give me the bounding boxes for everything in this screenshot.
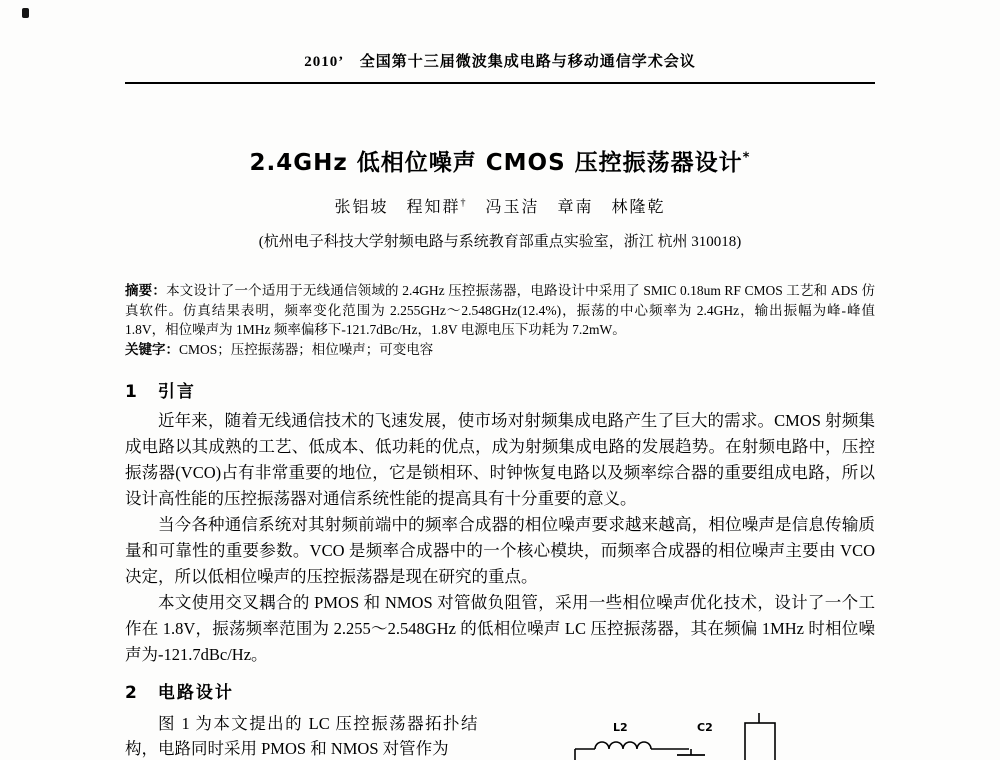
abstract-label: 摘要： bbox=[125, 283, 167, 299]
section-1-paragraph-1: 近年来，随着无线通信技术的飞速发展，使市场对射频集成电路产生了巨大的需求。CMOS 射频集成电路以其成熟的工艺、低成本、低功耗的优点，成为射频集成电路的发展趋势。在射频电路中，压控振荡器(VCO)占有非常重要的地位，它是锁相环、时钟恢复电路以及频率综合器的重要组成电路，所以设计高性能的压控振荡器对通信系统性能的提高具有十分重要的意义。 bbox=[125, 411, 875, 508]
abstract-block bbox=[125, 281, 875, 360]
section-2-paragraph-1: 图 1 为本文提出的 LC 压控振荡器拓扑结构，电路同时采用 PMOS 和 NMOS 对管作为 bbox=[125, 714, 478, 758]
affiliation-line: (杭州电子科技大学射频电路与系统教育部重点实验室，浙江 杭州 310018) bbox=[258, 234, 742, 250]
author-dagger-mark: † bbox=[460, 197, 468, 209]
header-rule bbox=[125, 82, 875, 84]
section-1-paragraph-3: 本文使用交叉耦合的 PMOS 和 NMOS 对管做负阻管，采用一些相位噪声优化技术，设计了一个工作在 1.8V，振荡频率范围为 2.255～2.548GHz 的低相位噪声 LC 压控振荡器，其在频偏 1MHz 时相位噪声为-121.7dBc/Hz。 bbox=[125, 593, 875, 664]
authors-group2: 冯玉洁 章南 林隆乾 bbox=[467, 199, 666, 216]
section-2-heading: 2 电路设计 bbox=[125, 683, 234, 703]
paper-title-text: 2.4GHz 低相位噪声 CMOS 压控振荡器设计 bbox=[249, 150, 743, 176]
vco-circuit-diagram bbox=[561, 713, 791, 760]
component-box bbox=[745, 723, 775, 760]
authors-group1: 张铝坡 程知群 bbox=[334, 199, 461, 216]
keywords-label: 关键字： bbox=[125, 342, 179, 358]
section-2-content-row bbox=[125, 709, 875, 760]
conference-header: 2010’ 全国第十三届微波集成电路与移动通信学术会议 bbox=[304, 54, 696, 70]
author-line bbox=[125, 194, 875, 217]
figure-1-area bbox=[478, 709, 876, 760]
section-1-paragraph-2: 当今各种通信系统对其射频前端中的频率合成器的相位噪声要求越来越高，相位噪声是信息传输质量和可靠性的重要参数。VCO 是频率合成器中的一个核心模块，而频率合成器的相位噪声主要由 VCO 决定，所以低相位噪声的压控振荡器是现在研究的重点。 bbox=[125, 515, 875, 586]
paper-title bbox=[125, 144, 875, 177]
inductor-l2-label: L2 bbox=[613, 721, 628, 734]
abstract-paragraph bbox=[125, 281, 875, 339]
section-1-heading: 1 引言 bbox=[125, 382, 196, 402]
keywords-text: CMOS；压控振荡器；相位噪声；可变电容 bbox=[179, 342, 434, 357]
scan-artifact bbox=[22, 8, 29, 18]
keywords-line bbox=[125, 340, 875, 360]
capacitor-icon bbox=[677, 755, 705, 760]
inductor-coil-icon bbox=[595, 742, 651, 749]
capacitor-c2-label: C2 bbox=[697, 721, 713, 734]
page-content bbox=[125, 0, 875, 760]
abstract-text: 本文设计了一个适用于无线通信领域的 2.4GHz 压控振荡器，电路设计中采用了 SMIC 0.18um RF CMOS 工艺和 ADS 仿真软件。仿真结果表明，频率变化范围为 2.255GHz～2.548GHz(12.4%)，振荡的中心频率为 2.4GHz，输出振幅为峰-峰值 1.8V，相位噪声为 1MHz 频率偏移下-121.7dBc/Hz，1.8V 电源电压下功耗为 7.2mW。 bbox=[125, 283, 875, 337]
title-footnote-mark: * bbox=[742, 150, 751, 166]
